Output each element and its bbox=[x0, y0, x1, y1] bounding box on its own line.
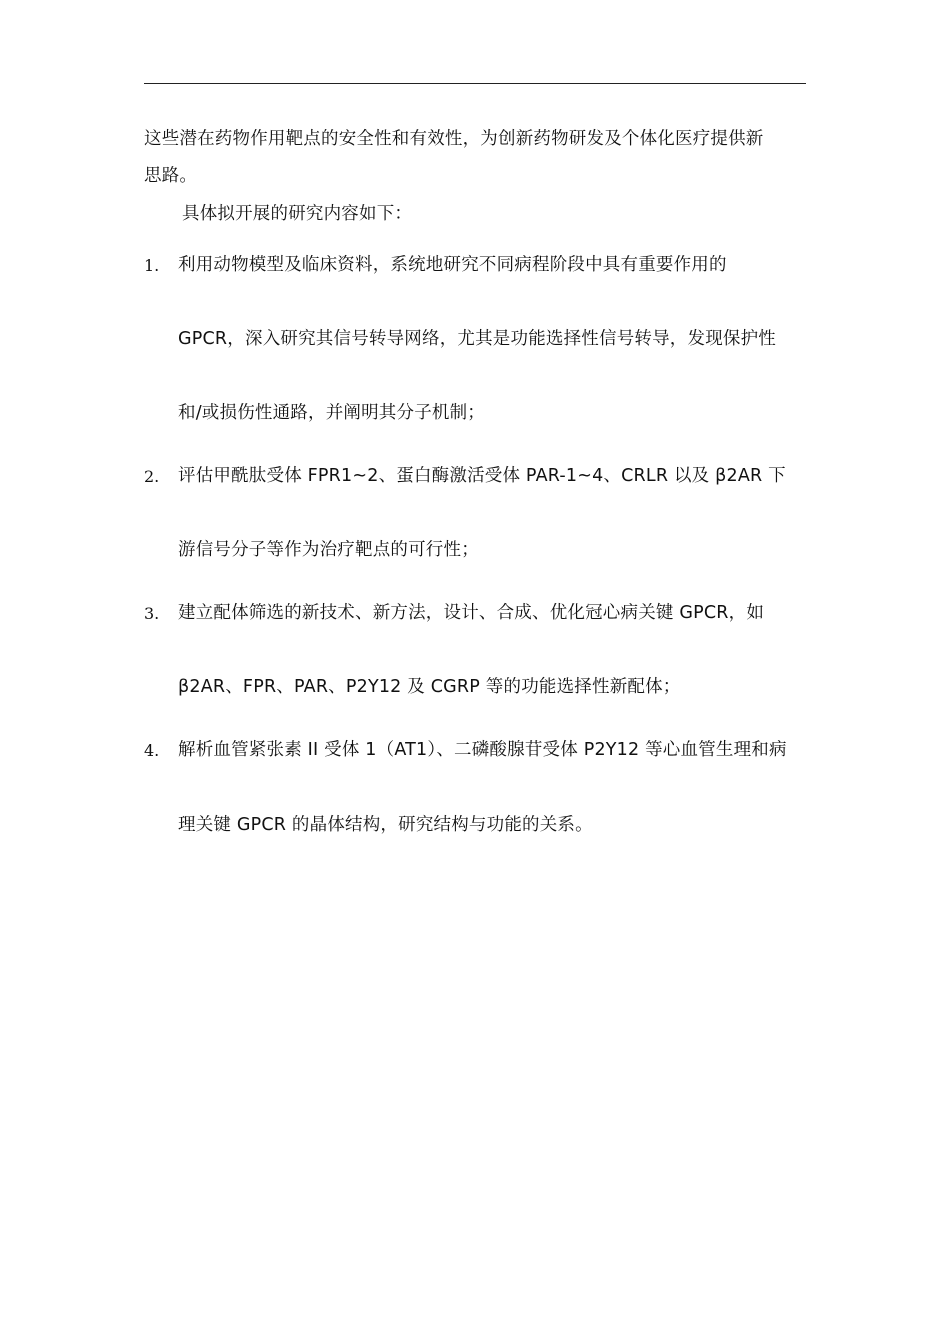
list-item-line: GPCR，深入研究其信号转导网络，尤其是功能选择性信号转导，发现保护性 bbox=[178, 329, 776, 349]
intro-line-1: 这些潜在药物作用靶点的安全性和有效性，为创新药物研发及个体化医疗提供新 bbox=[144, 129, 764, 149]
header-rule bbox=[144, 83, 806, 84]
list-item-number: 3. bbox=[144, 604, 160, 623]
list-item-line: 利用动物模型及临床资料，系统地研究不同病程阶段中具有重要作用的 bbox=[178, 255, 727, 275]
list-item-number: 1. bbox=[144, 256, 160, 275]
list-item-line: 解析血管紧张素 II 受体 1（AT1）、二磷酸腺苷受体 P2Y12 等心血管生理和病 bbox=[178, 740, 787, 760]
list-item-line: β2AR、FPR、PAR、P2Y12 及 CGRP 等的功能选择性新配体； bbox=[178, 677, 681, 697]
list-item-line: 理关键 GPCR 的晶体结构，研究结构与功能的关系。 bbox=[178, 815, 593, 835]
list-item-line: 建立配体筛选的新技术、新方法，设计、合成、优化冠心病关键 GPCR，如 bbox=[178, 603, 765, 623]
list-item-number: 2. bbox=[144, 467, 160, 486]
intro-line-2: 思路。 bbox=[144, 166, 198, 186]
list-item-line: 和/或损伤性通路，并阐明其分子机制； bbox=[178, 403, 485, 423]
lead-paragraph: 具体拟开展的研究内容如下： bbox=[182, 204, 413, 224]
list-item-line: 游信号分子等作为治疗靶点的可行性； bbox=[178, 540, 479, 560]
list-item-number: 4. bbox=[144, 741, 160, 760]
list-item-line: 评估甲酰肽受体 FPR1~2、蛋白酶激活受体 PAR-1~4、CRLR 以及 β2AR 下 bbox=[178, 466, 786, 486]
